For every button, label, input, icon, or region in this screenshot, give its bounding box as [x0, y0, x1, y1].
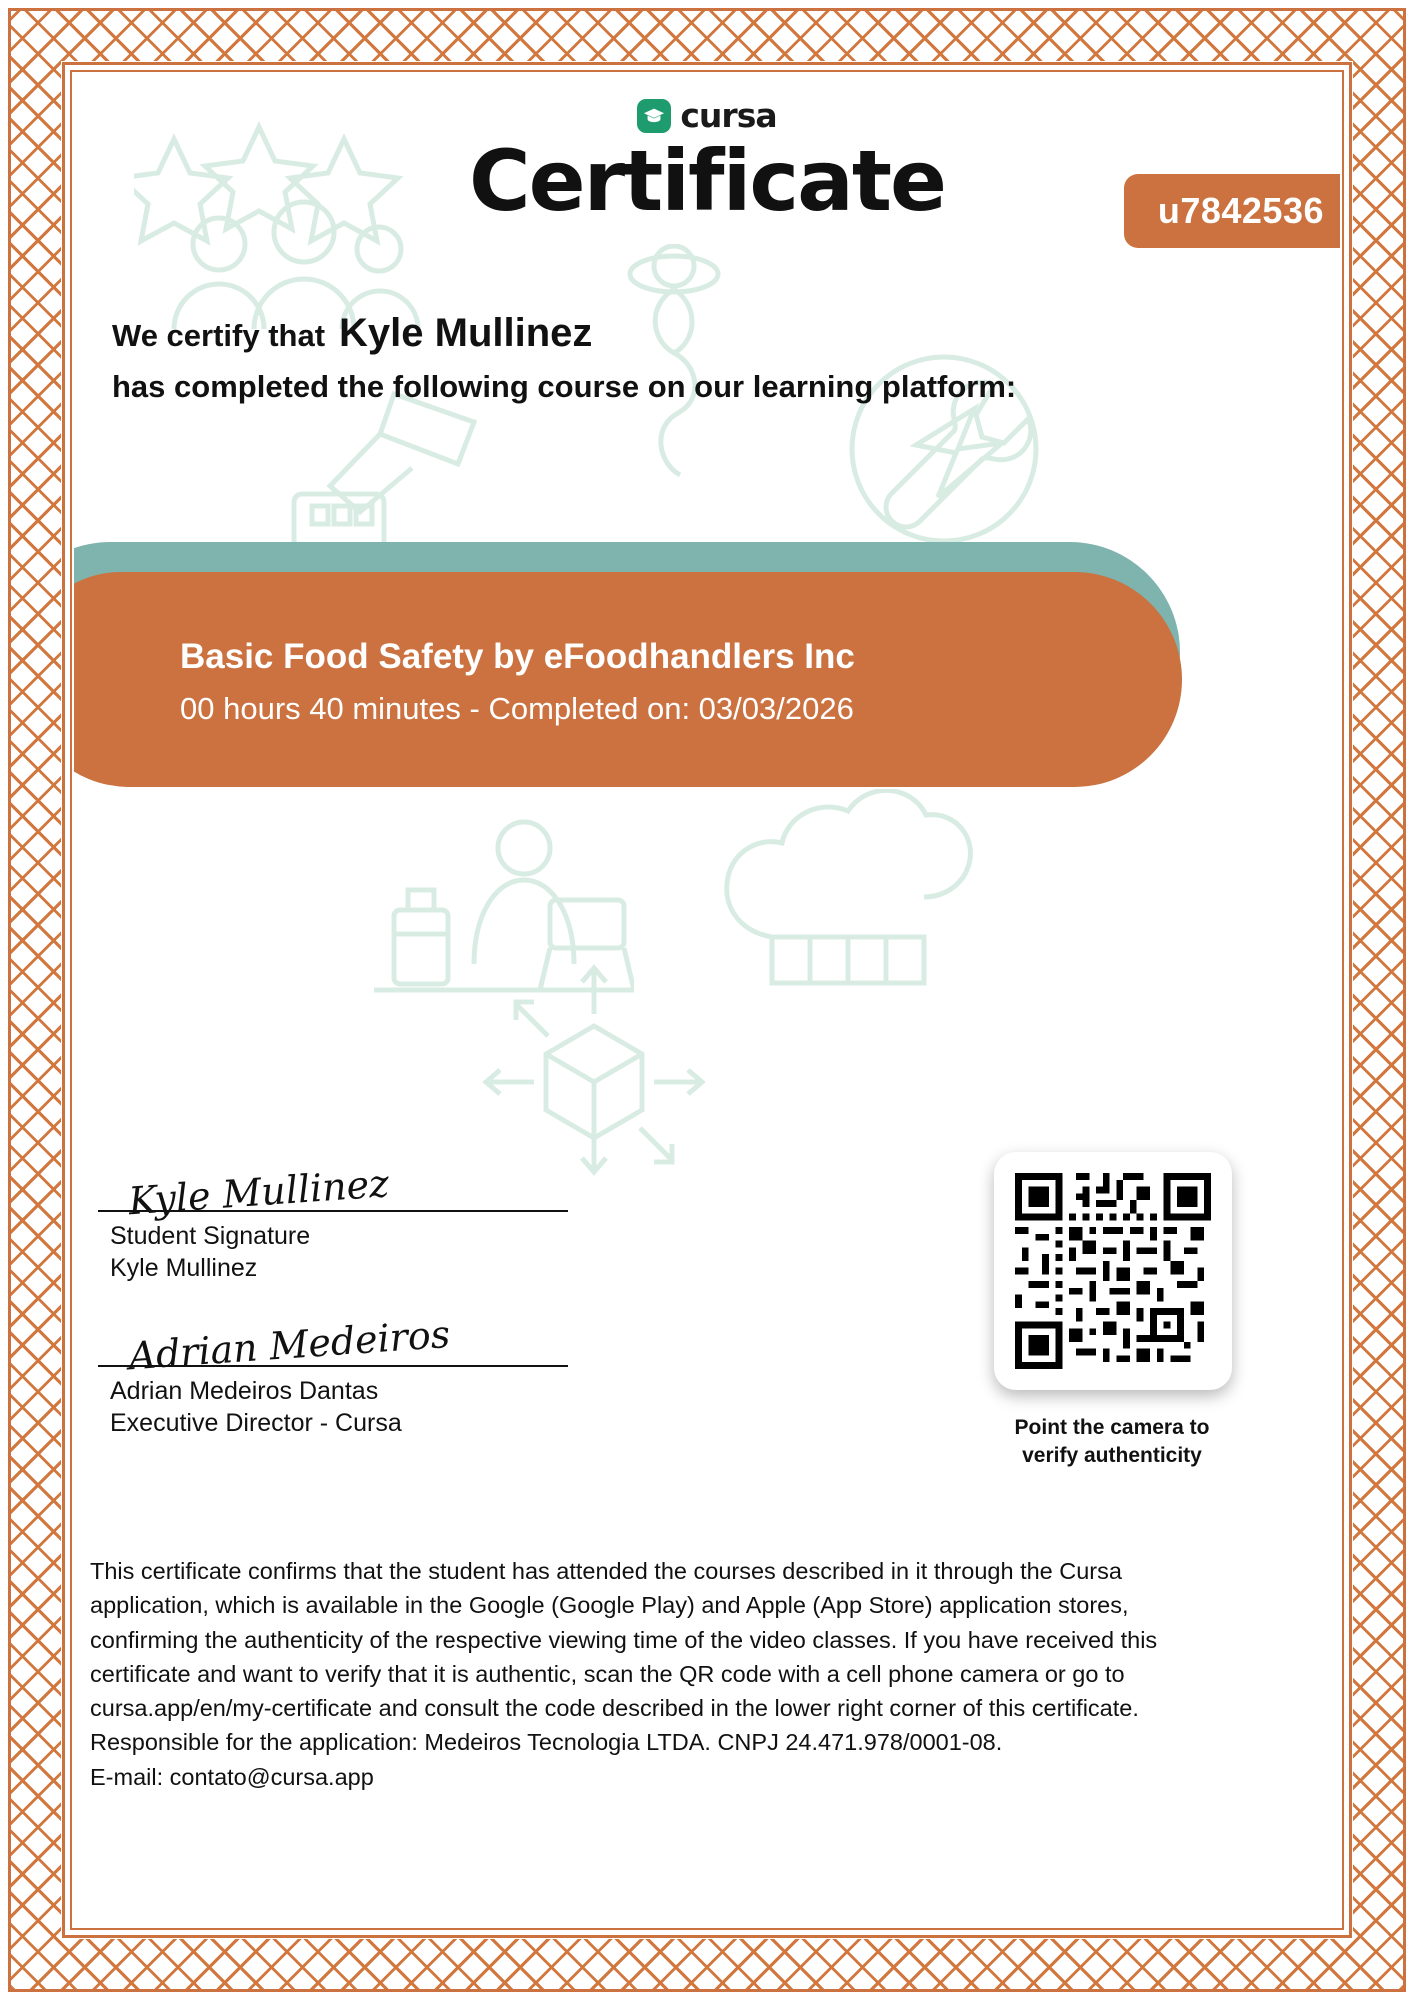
qr-code-image [1015, 1173, 1211, 1369]
student-signature-label [110, 1220, 568, 1284]
student-signature-block [98, 1161, 568, 1284]
chef-hat-illustration-icon [714, 789, 1004, 1009]
certificate-code-badge: u7842536 [1124, 174, 1340, 248]
cashier-illustration-icon [364, 814, 634, 1034]
qr-code-caption [976, 1414, 1248, 1471]
graduation-cap-icon [637, 99, 671, 133]
brand-name: cursa [680, 96, 777, 135]
qr-caption-line-1: Point the camera to [1014, 1416, 1210, 1439]
director-signature-label [110, 1375, 568, 1439]
director-name: Adrian Medeiros Dantas [110, 1377, 379, 1405]
student-signature-role: Student Signature [110, 1222, 311, 1250]
course-banner-text [180, 637, 855, 727]
legal-line-5: cursa.app/en/my-certificate and consult the code described in the lower right corner of this certificate. [90, 1695, 1139, 1722]
certify-prefix: We certify that [112, 318, 326, 353]
legal-line-1: This certificate confirms that the student has attended the courses described in it through the Cursa [90, 1558, 1122, 1584]
certificate-page [74, 74, 1340, 1926]
course-details: 00 hours 40 minutes - Completed on: 03/03/2026 [180, 691, 854, 726]
course-banner [74, 542, 1200, 802]
qr-code-card[interactable] [994, 1152, 1232, 1390]
qr-caption-line-2: verify authenticity [1022, 1444, 1202, 1468]
distribution-box-illustration-icon [474, 954, 714, 1184]
director-signature-script: Adrian Medeiros [127, 1311, 452, 1379]
brand-logo [74, 96, 1340, 135]
legal-line-2: application, which is available in the Google (Google Play) and Apple (App Store) application stores, [90, 1592, 1129, 1619]
certify-line [112, 311, 592, 356]
legal-text [90, 1554, 1324, 1794]
legal-line-6: Responsible for the application: Medeiros Tecnologia LTDA. CNPJ 24.471.978/0001-08. [90, 1729, 1003, 1756]
certify-line-2: has completed the following course on our learning platform: [112, 369, 1017, 404]
legal-line-7: E-mail: contato@cursa.app [90, 1763, 374, 1790]
student-name: Kyle Mullinez [339, 311, 593, 355]
student-signature-script: Kyle Mullinez [127, 1161, 391, 1224]
legal-line-4: certificate and want to verify that it is authentic, scan the QR code with a cell phone camera or go to [90, 1660, 1125, 1687]
director-signature-block [98, 1311, 568, 1439]
director-role: Executive Director - Cursa [110, 1409, 402, 1437]
legal-line-3: confirming the authenticity of the respective viewing time of the video classes. If you have received this [90, 1626, 1158, 1653]
course-title: Basic Food Safety by eFoodhandlers Inc [180, 637, 855, 676]
student-signature-name: Kyle Mullinez [110, 1254, 258, 1282]
page-title: Certificate [469, 132, 945, 230]
